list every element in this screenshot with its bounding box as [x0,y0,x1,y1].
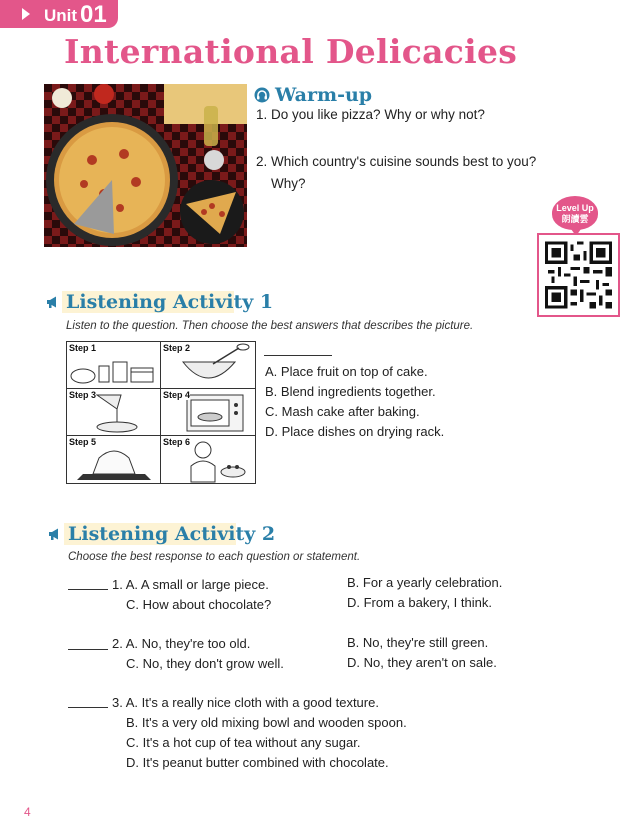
activity1-instruction: Listen to the question. Then choose the best answers that describes the picture. [66,320,474,332]
activity1-option-b[interactable]: B. Blend ingredients together. [265,384,436,399]
q1-option-c[interactable]: C. How about chocolate? [126,597,272,612]
q3-option-a[interactable]: 3. A. It's a really nice cloth with a good texture. [112,695,379,710]
page-title: International Delicacies [64,32,518,71]
warmup-heading [254,84,372,106]
step-1-panel [67,342,161,389]
activity1-option-d[interactable]: D. Place dishes on drying rack. [265,424,445,439]
q2-option-d[interactable]: D. No, they aren't on sale. [347,655,497,670]
step-3-panel [67,389,161,436]
q2-option-a[interactable]: 2. A. No, they're too old. [112,636,251,651]
level-up-label: Level Up [556,203,594,213]
step-3-label: Step 3 [69,390,97,400]
level-up-badge [552,196,598,230]
q1-option-b[interactable]: B. For a yearly celebration. [347,575,503,590]
step-1-label: Step 1 [69,343,97,353]
activity2-instruction: Choose the best response to each question or statement. [68,551,361,563]
play-triangle-icon [22,8,30,20]
megaphone-icon [46,295,60,309]
step-4-panel [161,389,255,436]
step-5-panel [67,436,161,483]
q1-option-a[interactable]: 1. A. A small or large piece. [112,577,269,592]
step-2-label: Step 2 [163,343,191,353]
warmup-question-2-cont: Why? [271,176,306,191]
q3-option-d[interactable]: D. It's peanut butter combined with chocolate. [126,755,389,770]
activity1-option-c[interactable]: C. Mash cake after baking. [265,404,420,419]
q1-option-d[interactable]: D. From a bakery, I think. [347,595,492,610]
q3-option-c[interactable]: C. It's a hot cup of tea without any sugar. [126,735,361,750]
step-6-panel [161,436,255,483]
unit-tab [0,0,118,28]
answer-blank-activity1[interactable] [264,346,332,356]
page-number: 4 [24,805,31,819]
unit-number: 01 [80,1,107,28]
answer-blank-q2[interactable] [68,640,108,650]
step-2-panel [161,342,255,389]
activity2-heading-text: Listening Activity 2 [68,523,276,545]
q2-option-b[interactable]: B. No, they're still green. [347,635,489,650]
answer-blank-q1[interactable] [68,580,108,590]
step-5-label: Step 5 [69,437,97,447]
activity1-heading-text: Listening Activity 1 [66,291,274,313]
q3-option-b[interactable]: B. It's a very old mixing bowl and wooden spoon. [126,715,407,730]
qr-code-icon [545,241,612,309]
megaphone-icon [48,527,62,541]
step-4-label: Step 4 [163,390,191,400]
answer-blank-q3[interactable] [68,698,108,708]
activity1-option-a[interactable]: A. Place fruit on top of cake. [265,364,428,379]
qr-code[interactable] [537,233,620,317]
warmup-question-1: 1. Do you like pizza? Why or why not? [256,107,485,122]
warmup-heading-text: Warm-up [275,84,373,106]
unit-label: Unit [44,6,78,25]
warmup-question-2: 2. Which country's cuisine sounds best to you? [256,154,537,169]
activity2-heading [48,523,275,545]
q2-option-c[interactable]: C. No, they don't grow well. [126,656,284,671]
pizza-photo [44,84,247,247]
level-up-chinese-label: 朗讀雲 [561,214,589,224]
headphones-icon [254,87,270,103]
step-6-label: Step 6 [163,437,191,447]
recipe-steps-grid [66,341,256,484]
activity1-heading [46,291,273,313]
